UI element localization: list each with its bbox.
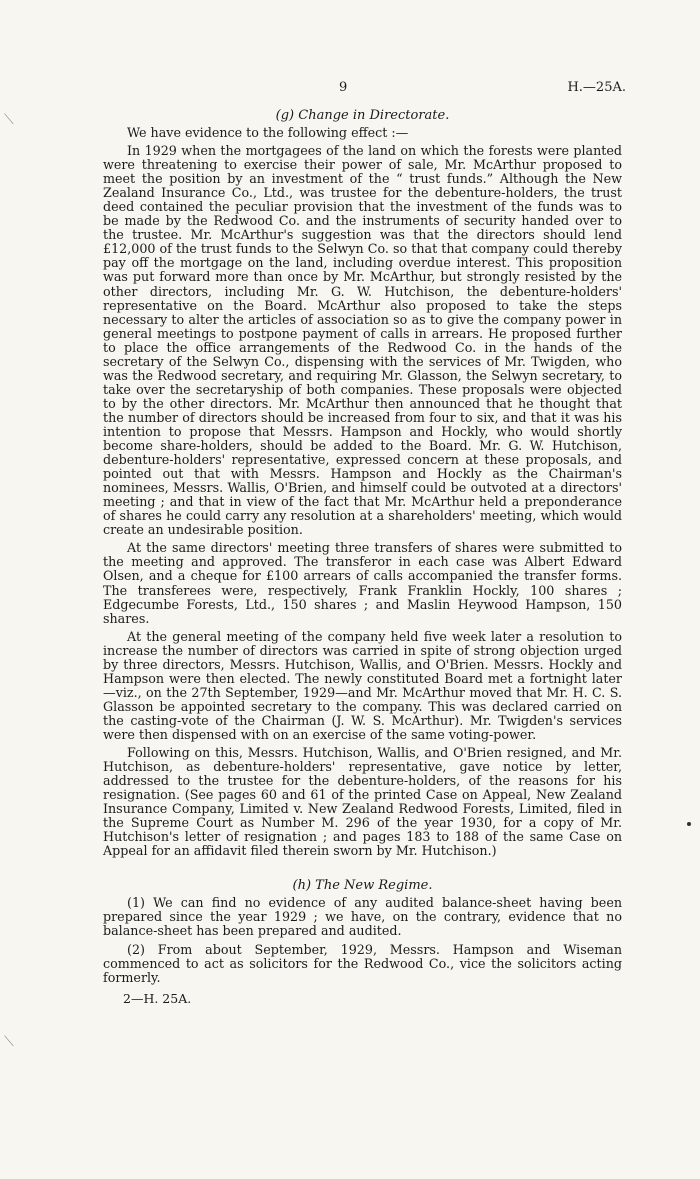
margin-dot — [687, 822, 691, 826]
paragraph: At the same directors' meeting three transfers of shares were submitted to the meeting and approved. The transferor in each case was Albert Edward Olsen, and a cheque for £100 arrears of calls accompanied the transfer forms. The transferees were, respectively, Frank Franklin Hockly, 100 shares ; Edgecumbe Forests, Ltd., 150 shares ; and Maslin Heywood Hampson, 150 shares. — [103, 540, 622, 626]
document-page — [103, 80, 626, 1006]
margin-mark-bottom: ⟍ — [4, 1034, 14, 1050]
margin-mark-top: ⟍ — [4, 112, 14, 128]
paragraph: (1) We can find no evidence of any audited balance-sheet having been prepared since the year 1929 ; we have, on the contrary, evidence that no balance-sheet has been prepared and audited. — [103, 895, 622, 939]
section-heading-h: (h) The New Regime. — [292, 878, 433, 894]
page-number: 9 — [339, 80, 348, 95]
paragraph: We have evidence to the following effect :— — [127, 125, 409, 140]
section-heading-g: (g) Change in Directorate. — [275, 108, 450, 123]
paragraph: Following on this, Messrs. Hutchison, Wallis, and O'Brien resigned, and Mr. Hutchison, as debenture-holders' representative, gave notice by letter, addressed to the trustee for the debenture-holders, of the reasons for his resignation. (See pages 60 and 61 of the printed Case on Appeal, New Zealand Insurance Company, Limited v. New Zealand Redwood Forests, Limited, filed in the Supreme Court as Number M. 296 of the year 1930, for a copy of Mr. Hutchison's letter of resignation ; and pages 183 to 188 of the same Case on Appeal for an affidavit filed therein sworn by Mr. Hutchison.) — [103, 745, 622, 859]
paragraph: (2) From about September, 1929, Messrs. Hampson and Wiseman commenced to act as solicitors for the Redwood Co., vice the solicitors acting formerly. — [103, 941, 622, 985]
document-reference: H.—25A. — [567, 80, 626, 95]
paragraph: At the general meeting of the company held five week later a resolution to increase the number of directors was carried in spite of strong objection urged by three directors, Messrs. Hutchison, Wallis, and O'Brien. Messrs. Hockly and Hampson were then elected. The newly constituted Board met a fortnight later —viz., on the 27th September, 1929—and Mr. McArthur moved that Mr. H. C. S. Glasson be appointed secretary to the company. This was declared carried on the casting-vote of the Chairman (J. W. S. McArthur). Mr. Twigden's services were then dispensed with on an exercise of the same voting-power. — [103, 628, 622, 742]
footer-signature: 2—H. 25A. — [123, 990, 192, 1006]
page-header — [103, 80, 626, 102]
paragraph: In 1929 when the mortgagees of the land on which the forests were planted were threatening to exercise their power of sale, Mr. McArthur proposed to meet the position by an investment of the “ trust funds.” Although the New Zealand Insurance Co., Ltd., was trustee for the debenture-holders, the trust deed contained the peculiar provision that the investment of the funds was to be made by the Redwood Co. and the instruments of security handed over to the trustee. Mr. McArthur's suggestion was that the directors should lend £12,000 of the trust funds to the Selwyn Co. so that that company could thereby pay off the mortgage on the land, including overdue interest. This proposition was put forward more than once by Mr. McArthur, but strongly resisted by the other directors, including Mr. G. W. Hutchison, the debenture-holders' representative on the Board. McArthur also proposed to take the steps necessary to alter the articles of association so as to give the company power in general meetings to postpone payment of calls in arrears. He proposed further to place the office arrangements of the Redwood Co. in the hands of the secretary of the Selwyn Co., dispensing with the services of Mr. Twigden, who was the Redwood secretary, and requiring Mr. Glasson, the Selwyn secretary, to take over the secretaryship of both companies. These proposals were objected to by the other directors. Mr. McArthur then announced that he thought that the number of directors should be increased from four to six, and that it was his intention to propose that Messrs. Hampson and Hockly, who would shortly become share-holders, should be added to the Board. Mr. G. W. Hutchison, debenture-holders' representative, expressed concern at these proposals, and pointed out that with Messrs. Hampson and Hockly as the Chairman's nominees, Messrs. Wallis, O'Brien, and himself could be outvoted at a directors' meeting ; and that in view of the fact that Mr. McArthur held a preponderance of shares he could carry any resolution at a shareholders' meeting, which would create an undesirable position. — [103, 143, 622, 538]
